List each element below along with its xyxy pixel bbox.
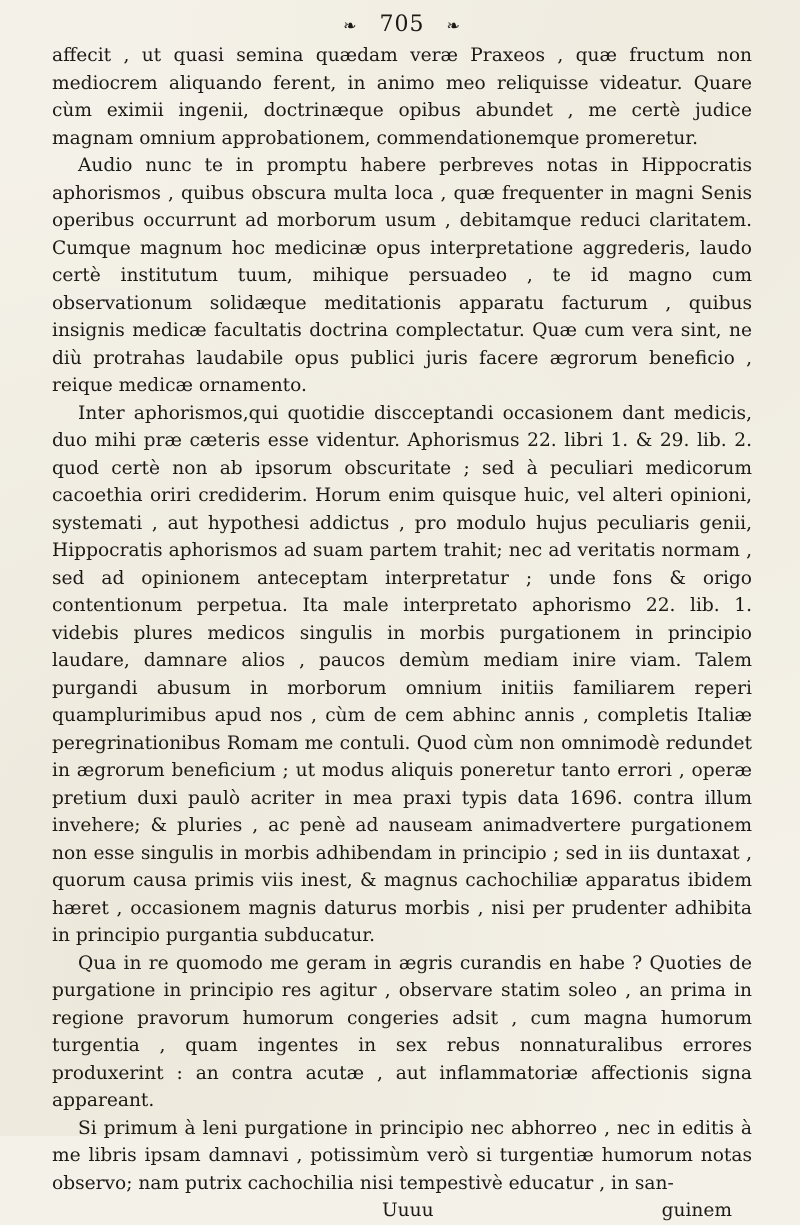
left-ornament-icon: ❧ — [343, 16, 358, 35]
paragraph-3: Inter aphorismos,qui quotidie discceptandi occasionem dant medicis, duo mihi præ cæteris esse videntur. Aphorismus 22. libri 1. & 29. lib. 2. quod certè non ab ipsorum obscuritate ; sed à peculiari medicorum cacoethia oriri crediderim. Horum enim quisque huic, vel alteri opinioni, systemati , aut hypothesi addictus , pro modulo hujus peculiaris genii, Hippocratis aphorismos ad suam partem trahit; nec ad veritatis normam , sed ad opinionem anteceptam interpretatur ; unde fons & origo contentionum perpetua. Ita male interpretato aphorismo 22. lib. 1. videbis plures medicos singulis in morbis purgationem in principio laudare, damnare alios , paucos demùm mediam inire viam. Talem purgandi abusum in morborum omnium initiis familiarem reperi quamplurimibus apud nos , cùm de cem abhinc annis , completis Italiæ peregrinationibus Romam me contuli. Quod cùm non omnimodè redundet in ægrorum beneficium ; ut modus aliquis poneretur tanto errori , operæ pretium duxi paulò acriter in mea praxi typis data 1696. contra illum invehere; & pluries , ac penè ad nauseam animadvertere purgationem non esse singulis in morbis adhibendam in principio ; sed in iis duntaxat , quorum causa primis viis inest, & magnus cachochiliæ apparatus ibidem hæret , occasionem magnis daturus morbis , nisi per prudenter adhibita in principio purgantia subducatur. — [52, 402, 752, 946]
page-number: 705 — [379, 12, 425, 37]
paragraph-5: Si primum à leni purgatione in principio nec abhorreo , nec in editis à me libris ipsam damnavi , potissimùm verò si turgentiæ humorum notas observo; nam putrix cachochilia nisi tempestivè educatur , in san- — [52, 1117, 752, 1194]
right-ornament-icon: ❧ — [446, 16, 461, 35]
paragraph-2: Audio nunc te in promptu habere perbreves notas in Hippocratis aphorismos , quibus obscura multa loca , quæ frequenter in magni Senis operibus occurrunt ad morborum usum , debitamque reduci claritatem. Cumque magnum hoc medicinæ opus interpretatione aggrederis, laudo certè institutum tuum, mihique persuadeo , te id magno cum observationum solidæque meditationis apparatu facturum , quibus insignis medicæ facultatis doctrina complectatur. Quæ cum vera sint, ne diù protrahas laudabile opus publici juris facere ægrorum beneficio , reique medicæ ornamento. — [52, 155, 752, 396]
paragraph-4: Qua in re quomodo me geram in ægris curandis en habe ? Quoties de purgatione in principio res agitur , observare statim soleo , an prima in regione pravorum humorum congeries adsit , cum magna humorum turgentia , quam ingentes in sex rebus nonnaturalibus errores produxerint : an contra acutæ , aut inflammatoriæ affectionis signa appareant. — [52, 952, 752, 1111]
signature-mark: Uuuu — [382, 1200, 434, 1221]
running-header — [52, 8, 752, 42]
body-text — [52, 42, 752, 1197]
page-footer — [52, 1197, 752, 1225]
paragraph-1: affecit , ut quasi semina quædam veræ Praxeos , quæ fructum non mediocrem aliquando ferent, in animo meo reliquisse videatur. Quare cùm eximii ingenii, doctrinæque opibus abundet , me certè judice magnam omnium approbationem, commendationemque promeretur. — [52, 45, 752, 149]
catchword: guinem — [661, 1200, 732, 1221]
